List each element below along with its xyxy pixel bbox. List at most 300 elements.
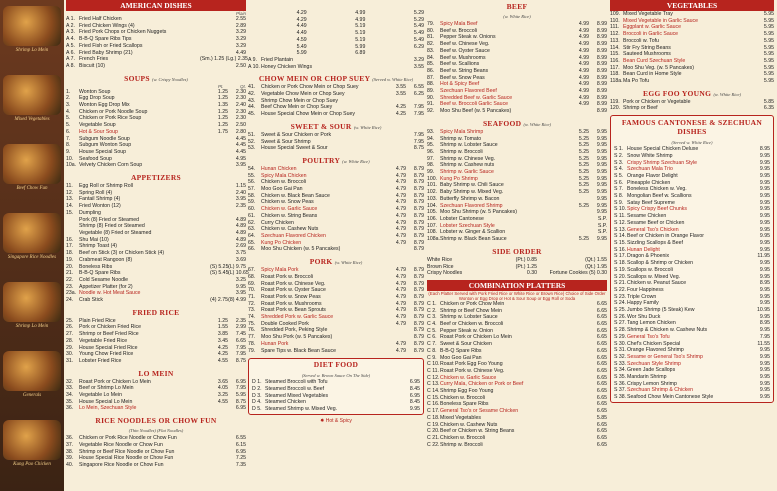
dish-photo-caption: Kung Pao Chicken <box>13 462 51 467</box>
menu-item-row <box>252 399 420 406</box>
menu-item-row <box>427 355 607 362</box>
item-name: Chicken or Pork Noodle Soup <box>79 108 148 115</box>
item-price-qt: 9.95 <box>596 128 607 135</box>
menu-item-row <box>614 253 770 260</box>
item-price-pt: 9.95 <box>759 313 770 320</box>
item-price-pt: 6.65 <box>596 334 607 341</box>
menu-item-row <box>614 166 770 173</box>
vegetables-title: VEGETABLES <box>610 0 774 11</box>
item-price-pt <box>210 217 228 224</box>
item-number: 67. <box>248 267 256 274</box>
item-name: Scallop & Shrimp or Chicken <box>627 260 694 267</box>
menu-item-row <box>427 68 607 75</box>
menu-item-row <box>427 308 607 315</box>
item-number: 19. <box>66 256 74 263</box>
item-number: 119. <box>610 98 620 105</box>
item-number: 78. <box>248 340 256 347</box>
item-price-qt: 8.79 <box>413 293 424 300</box>
american-dishes-title: AMERICAN DISHES <box>66 0 246 11</box>
item-number: C 11. <box>427 367 440 374</box>
item-price-pt: 1.25 <box>217 122 228 129</box>
item-number: 36. <box>66 405 74 412</box>
item-price-pt: 6.65 <box>596 361 607 368</box>
item-price-qt: 5.95 <box>235 392 246 399</box>
item-number: C 13. <box>427 381 440 388</box>
item-price-qt: S.P. <box>597 215 607 222</box>
item-price-pt: 5.95 <box>763 11 774 17</box>
item-number: S 12. <box>614 219 627 226</box>
menu-item-row <box>614 334 770 341</box>
item-price-pt: 6.95 <box>409 392 420 399</box>
item-price-pt: 9.95 <box>759 380 770 387</box>
menu-item-row <box>248 145 424 152</box>
item-name: Roast Pork w. Bean Sprouts <box>261 307 326 314</box>
friedrice-list <box>66 318 246 365</box>
item-price-qt: 8.79 <box>413 334 424 341</box>
menu-item-row <box>66 257 246 264</box>
menu-item-row <box>248 267 424 274</box>
item-price-qt: 7.95 <box>235 351 246 358</box>
item-name: Beef or Shrimp Lo Mein <box>79 385 134 392</box>
item-number: 79. <box>427 21 435 27</box>
american-item-row <box>66 16 246 23</box>
item-name: Seafood Chow Mein Cantonese Style <box>627 394 714 401</box>
sweetsour-title <box>248 122 424 131</box>
item-price-qt: 6.25 <box>413 91 424 98</box>
item-price-pt: 9.95 <box>759 273 770 280</box>
dish-photo <box>3 282 61 322</box>
american-extra-row <box>248 64 424 71</box>
item-price-qt: 8.79 <box>413 239 424 246</box>
item-price-pt: 4.79 <box>395 219 406 226</box>
item-name: Beef w. String Beans <box>440 67 489 74</box>
item-number: S 13. <box>614 226 627 233</box>
menu-item-row <box>66 183 246 190</box>
item-price-qt: 8.79 <box>413 307 424 314</box>
poultry-title-text: POULTRY <box>302 155 340 165</box>
item-name: Chicken w. Cashew Nuts <box>261 226 319 233</box>
menu-item-row <box>610 78 774 85</box>
item-number: 61. <box>248 212 256 219</box>
item-number: C 17. <box>427 408 440 415</box>
item-name: Crab Stick <box>79 297 103 304</box>
item-name: Shrimp w. Lobster Sauce <box>440 314 498 321</box>
item-number: A 7. <box>66 56 75 63</box>
item-price-pt <box>210 442 228 449</box>
item-price-qt: 8.79 <box>413 179 424 186</box>
item-number: 54. <box>248 165 256 172</box>
menu-item-row <box>66 210 246 217</box>
menu-item-row <box>614 341 770 348</box>
dish-photo <box>3 351 61 391</box>
menu-item-row <box>66 190 246 197</box>
american-list <box>66 16 246 70</box>
item-price-qt: 8.99 <box>596 81 607 88</box>
menu-item-row <box>66 122 246 129</box>
beef-title-text: BEEF <box>506 2 528 11</box>
american-price-row <box>248 44 424 51</box>
item-price-pt: 6.65 <box>596 327 607 334</box>
item-price-pt <box>210 203 228 210</box>
item-price-pt: (4) 2.75 <box>210 297 228 304</box>
item-price-pt: 8.95 <box>759 280 770 287</box>
item-price-qt: 8.99 <box>596 108 607 115</box>
item-number: 30. <box>66 351 74 358</box>
item-number: A 1. <box>66 16 75 22</box>
item-price-qt: 9.95 <box>596 148 607 155</box>
item-name: Shredded Pork, Peking Style <box>261 327 328 334</box>
dietfood-note: (Served w. Brown Sauce On The Side) <box>301 373 371 379</box>
item-price-qt: 8.99 <box>596 88 607 95</box>
item-number: C 21. <box>427 434 440 441</box>
item-price-qt: 2.30 <box>235 115 246 122</box>
item-price-pt: 3.85 <box>217 331 228 338</box>
poultry-note: (w. White Rice) <box>342 158 370 164</box>
item-price-pt: 4.79 <box>395 165 406 172</box>
item-number: C 15. <box>427 394 440 401</box>
menu-item-row <box>427 81 607 88</box>
item-number: 5. <box>66 115 71 122</box>
menu-item-row <box>614 240 770 247</box>
item-price-pt: 10.95 <box>757 307 770 314</box>
item-name: Biscuit (10) <box>79 62 105 69</box>
menu-item-row <box>66 264 246 271</box>
item-name: Szechuan Shrimp & Chicken <box>627 387 694 394</box>
item-name: Curry Mala, Chicken or Pork or Beef <box>440 381 524 388</box>
item-number: 74. <box>248 314 256 321</box>
item-number: 85. <box>427 61 435 68</box>
item-name: Chicken w. Peanut Sauce <box>627 280 687 287</box>
item-price-a: 4.59 <box>296 36 307 43</box>
item-number: 22. <box>66 276 74 283</box>
item-price-qt: 6.65 <box>235 337 246 344</box>
menu-item-row <box>427 61 607 68</box>
menu-item-row <box>427 216 607 223</box>
item-number: 17. <box>66 243 74 250</box>
item-name: Shrimp or Beef <box>623 105 658 112</box>
item-price-pt: 9.95 <box>759 166 770 173</box>
item-name: Fried Half Chicken <box>79 16 122 22</box>
item-number: 76. <box>248 327 256 334</box>
item-name: Moo Shu Beef (w. 5 Pancakes) <box>440 108 512 115</box>
item-number: 10a. <box>66 162 77 169</box>
item-price-pt: 9.95 <box>759 260 770 267</box>
item-name: Roast Pork w. Broccoli <box>261 273 313 280</box>
menu-item-row <box>66 379 246 386</box>
menu-item-row <box>427 129 607 136</box>
chowmein-title-text: CHOW MEIN OR CHOP SUEY <box>258 74 371 84</box>
menu-item-row <box>248 246 424 253</box>
item-price-pt: 5.25 <box>578 236 589 243</box>
item-number: D 3. <box>252 392 262 399</box>
menu-item-row <box>614 227 770 234</box>
item-name: B-B-Q Spare Ribs <box>79 270 121 277</box>
menu-item-row <box>252 386 420 393</box>
item-price-qt: 8.79 <box>413 186 424 193</box>
item-name: Chicken w. Cashew Nuts <box>440 421 498 428</box>
menu-item-row <box>248 104 424 111</box>
item-price-qt: 8.79 <box>413 219 424 226</box>
item-price-qt: 9.95 <box>596 182 607 189</box>
dietfood-title: DIET FOOD <box>313 360 359 370</box>
item-price-qt: 2.30 <box>235 108 246 115</box>
item-price-pt <box>388 132 406 139</box>
item-price-pt <box>210 284 228 291</box>
item-price-qt: 8.79 <box>413 320 424 327</box>
item-price-qt: 8.79 <box>413 273 424 280</box>
menu-item-row <box>614 247 770 254</box>
dish-photo-caption: Mixed Vegetables <box>14 117 50 122</box>
item-price-b: 4.99 <box>355 10 366 16</box>
item-price-pt: 6.65 <box>596 408 607 415</box>
item-number: C 12. <box>427 374 440 381</box>
item-name: Shrimp or Beef Rice Noodle or Chow Fun <box>79 448 175 455</box>
sideorder-title: SIDE ORDER <box>492 246 542 256</box>
item-name: Boneless Ribs <box>79 263 113 270</box>
item-price-pt: 9.95 <box>759 374 770 381</box>
item-price-pt: 11.55 <box>757 340 770 347</box>
item-number: 40. <box>66 461 74 468</box>
item-price-pt <box>210 290 228 297</box>
item-number: 8. <box>66 142 71 149</box>
menu-item-row <box>252 393 420 400</box>
item-price-qt: 9.95 <box>596 169 607 176</box>
dish-photo <box>3 420 61 460</box>
item-name: Green Jade Scallops <box>627 367 676 374</box>
item-name: Vegetable Rice Noodle or Chow Fun <box>79 441 163 448</box>
item-price-pt: 5.95 <box>763 17 774 24</box>
item-price-qt: 8.79 <box>413 246 424 253</box>
item-name: B-B-Q Spare Ribs Tips <box>79 36 132 43</box>
item-name: Vegetable Lo Mein <box>79 392 122 399</box>
item-name: Egg Roll or Shrimp Roll <box>79 183 133 190</box>
item-price-pt: 9.95 <box>759 159 770 166</box>
item-price-pt: 0.30 <box>526 270 537 277</box>
item-name: Orange Flavored Shrimp <box>627 347 684 354</box>
item-number: 6. <box>66 128 71 135</box>
menu-item-row <box>248 111 424 118</box>
item-price-qt: 8.79 <box>413 327 424 334</box>
item-name: Beef on Stick (3) or Chicken Stick (4) <box>79 250 165 257</box>
item-price-qt: 8.99 <box>596 34 607 41</box>
item-number: 20. <box>66 263 74 270</box>
menu-item-row <box>66 405 246 412</box>
item-name: Wonton Soup <box>79 88 111 95</box>
item-name: Wor Shu Duck <box>627 313 661 320</box>
menu-item-row <box>427 236 607 243</box>
menu-item-row <box>610 71 774 78</box>
item-price-pt <box>210 449 228 456</box>
item-price-pt <box>388 145 406 152</box>
item-name: Shrimp or Beef Chow Mein <box>440 307 502 314</box>
item-name: Beef or Chicken w. Broccoli <box>440 321 504 328</box>
item-price-pt <box>571 108 589 115</box>
item-price-pt: 9.95 <box>759 239 770 246</box>
menu-item-row <box>614 361 770 368</box>
item-price-pt: 6.65 <box>596 314 607 321</box>
item-name: Spare Tips w. Black Bean Sauce <box>261 347 336 354</box>
item-name: Szechuan Flavored Chicken <box>261 232 326 239</box>
item-number: S 30. <box>614 340 627 347</box>
menu-item-row <box>427 75 607 82</box>
item-price-qt: 7.95 <box>413 131 424 138</box>
menu-item-row <box>66 149 246 156</box>
item-number: S 21. <box>614 280 627 287</box>
item-price-qt: S.P. <box>597 222 607 229</box>
menu-item-row <box>614 260 770 267</box>
menu-item-row <box>252 379 420 386</box>
item-number: 58. <box>248 192 256 199</box>
item-number: 118. <box>610 71 620 78</box>
item-name: Steamed Shrimp w. Mixed Veg. <box>265 406 338 413</box>
item-name: Satay Beef Supreme <box>627 199 675 206</box>
item-price-qt: 4.89 <box>235 236 246 243</box>
menu-item-row <box>614 327 770 334</box>
menu-item-row <box>427 28 607 35</box>
item-number: 69. <box>248 280 256 287</box>
item-price-pt: 3.55 <box>395 84 406 91</box>
item-name: Sweet & Sour Chicken <box>440 341 492 348</box>
famous-title: FAMOUS CANTONESE & SZECHUAN DISHES <box>621 118 763 137</box>
menu-item-row <box>427 176 607 183</box>
item-number: 62. <box>248 219 256 226</box>
item-price-c: 5.49 <box>413 23 425 30</box>
item-number: 35. <box>66 398 74 405</box>
menu-item-row <box>248 321 424 328</box>
item-price-pt: 6.65 <box>596 374 607 381</box>
item-price-qt: 2.30 <box>235 88 246 95</box>
item-price-pt: 4.79 <box>395 273 406 280</box>
item-price-c: 5.29 <box>413 16 425 23</box>
menu-item-row <box>614 367 770 374</box>
american-item-row <box>66 50 246 57</box>
combo-list <box>427 301 607 448</box>
menu-item-row <box>252 406 420 413</box>
item-number: S 9. <box>614 199 624 206</box>
item-number: S 3. <box>614 159 624 166</box>
menu-item-row <box>427 196 607 203</box>
item-price-pt: 9.95 <box>759 172 770 179</box>
item-price-pt <box>571 196 589 203</box>
item-price-pt: 1.55 <box>217 324 228 331</box>
menu-item-row <box>614 206 770 213</box>
item-price-pt: 4.79 <box>395 280 406 287</box>
menu-item-row <box>248 314 424 321</box>
dish-photo <box>3 213 61 253</box>
item-price-pt <box>210 257 228 264</box>
item-name: Chicken w. Black Bean Sauce <box>261 192 330 199</box>
american-item-row <box>66 36 246 43</box>
menu-item-row <box>248 199 424 206</box>
item-price-pt: 4.79 <box>395 300 406 307</box>
item-name: Steamed Chicken <box>265 399 306 406</box>
item-number: 106. <box>427 215 438 222</box>
item-name: Lo Mein, Szechuan Style <box>79 405 137 412</box>
sweetsour-title-text: SWEET & SOUR <box>290 121 352 131</box>
item-price-pt: 4.79 <box>395 320 406 327</box>
dish-photo <box>3 75 61 115</box>
menu-item-row <box>248 220 424 227</box>
item-number: S 2. <box>614 152 624 159</box>
item-price-qt: 1.15 <box>235 183 246 190</box>
item-name: Roast Pork w. Snow Peas <box>261 293 321 300</box>
item-price-pt: 5.25 <box>578 162 589 169</box>
item-name: Hunan Pork <box>261 340 289 347</box>
item-price-qt: 3.75 <box>235 250 246 257</box>
menu-item-row <box>427 189 607 196</box>
item-price-qt: 8.79 <box>413 340 424 347</box>
american-price-row <box>248 17 424 24</box>
item-price-pt <box>210 243 228 250</box>
hot-spicy-note: ✸ Hot & Spicy <box>320 417 352 424</box>
item-price-pt: 4.79 <box>395 226 406 233</box>
item-price-qt: 9.95 <box>235 283 246 290</box>
menu-item-row <box>427 21 607 28</box>
dish-photo-caption: Generals <box>22 393 42 398</box>
item-name: Fried Wonton (12) <box>79 203 121 210</box>
item-price-qt: 3.25 <box>235 276 246 283</box>
item-price-pt: 3.65 <box>217 378 228 385</box>
item-price-qt: 8.79 <box>413 206 424 213</box>
item-price-qt: 7.95 <box>413 111 424 118</box>
item-price-pt: 9.95 <box>759 266 770 273</box>
menu-item-row <box>614 307 770 314</box>
item-name: Hunan Chicken <box>261 165 297 172</box>
item-name: Fried Pork Chops or Chicken Nuggets <box>79 29 167 36</box>
menu-item-row <box>427 314 607 321</box>
menu-item-row <box>248 173 424 180</box>
item-number: 90. <box>427 94 435 101</box>
item-number: S 22. <box>614 286 627 293</box>
menu-item-row <box>248 186 424 193</box>
item-number: S 5. <box>614 172 624 179</box>
menu-item-row <box>427 375 607 382</box>
item-price-pt: 9.95 <box>759 367 770 374</box>
american-item-row <box>66 23 246 30</box>
item-price-pt: 9.95 <box>759 213 770 220</box>
menu-item-row <box>614 394 770 401</box>
item-name: Szechuan Mala Trio <box>627 166 673 173</box>
menu-item-row <box>614 274 770 281</box>
beef-list <box>427 21 607 115</box>
menu-item-row <box>614 233 770 240</box>
item-price-pt: 1.25 <box>217 115 228 122</box>
menu-item-row <box>66 196 246 203</box>
item-name: Pepper Steak w. Onion <box>440 327 494 334</box>
item-price-pt <box>210 162 228 169</box>
item-name: Bean Curd Szechuan Style <box>623 57 686 64</box>
item-number: 115. <box>610 51 620 58</box>
item-name: Shrimp w. Garlic Sauce <box>440 169 494 176</box>
item-number <box>66 217 79 224</box>
item-name: Bean Curd in Home Style <box>623 71 682 78</box>
item-number <box>66 230 79 237</box>
menu-item-row <box>610 38 774 45</box>
item-name: Sauteed Mushrooms <box>623 51 671 58</box>
item-price-qt: 9.95 <box>596 209 607 216</box>
item-name: Chef's Chicken Special <box>627 340 681 347</box>
item-number: C 4. <box>427 321 437 328</box>
item-price-pt <box>210 462 228 469</box>
item-name: Spicy Mala Beef <box>440 21 478 27</box>
item-price-c: 5.29 <box>413 10 425 16</box>
item-number: 114. <box>610 44 620 51</box>
item-price-pt: (Pt.) 0.85 <box>515 256 537 263</box>
item-price-pt: 9.95 <box>759 360 770 367</box>
ricenoodles-title <box>66 416 246 434</box>
item-price-b: 5.19 <box>355 30 366 37</box>
item-price-plain: 2.50 <box>235 62 246 69</box>
